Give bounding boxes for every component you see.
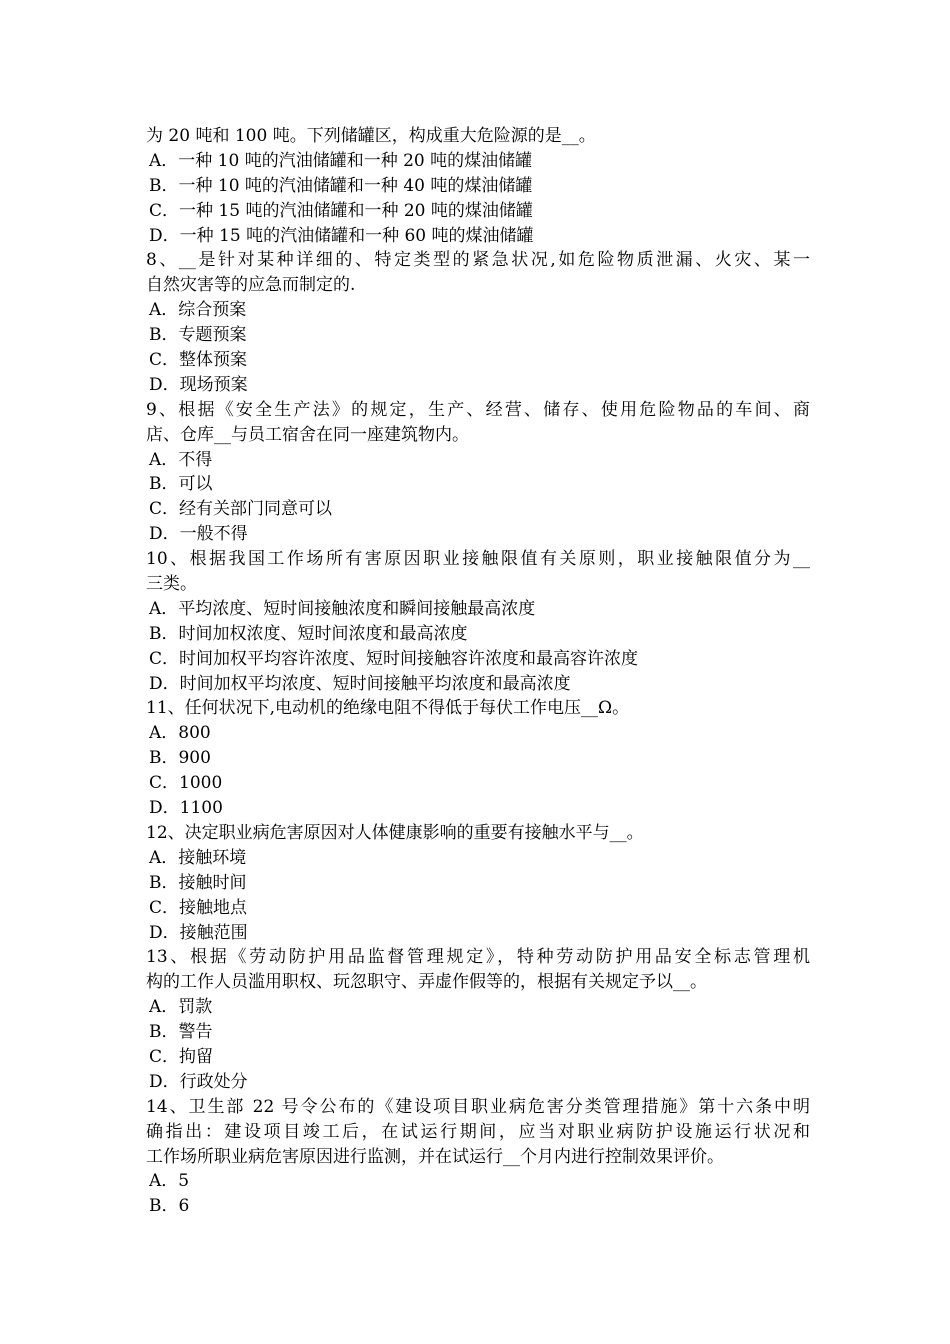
answer-option: A．罚款 <box>149 997 213 1018</box>
question-text-line: 确指出：建设项目竣工后，在试运行期间，应当对职业病防护设施运行状况和 <box>146 1121 810 1142</box>
question-text-line: 13、根据《劳动防护用品监督管理规定》，特种劳动防护用品安全标志管理机 <box>146 947 810 968</box>
answer-option: B．时间加权浓度、短时间浓度和最高浓度 <box>149 623 468 644</box>
answer-option: C．时间加权平均容许浓度、短时间接触容许浓度和最高容许浓度 <box>149 648 639 669</box>
answer-option: C．1000 <box>149 773 223 794</box>
document-page <box>146 124 810 1219</box>
answer-option: D．1100 <box>149 798 223 819</box>
answer-option: A．接触环境 <box>149 847 247 868</box>
answer-option: B．警告 <box>149 1022 213 1043</box>
answer-option: D．行政处分 <box>149 1071 248 1092</box>
question-text-line: 工作场所职业病危害原因进行监测，并在试运行__个月内进行控制效果评价。 <box>146 1146 724 1167</box>
answer-option: D．一般不得 <box>149 524 248 545</box>
answer-option: D．接触范围 <box>149 922 248 943</box>
answer-option: D．一种 15 吨的汽油储罐和一种 60 吨的煤油储罐 <box>149 225 534 246</box>
question-text-line: 构的工作人员滥用职权、玩忽职守、弄虚作假等的，根据有关规定予以__。 <box>146 972 707 993</box>
answer-option: A．平均浓度、短时间接触浓度和瞬间接触最高浓度 <box>149 598 536 619</box>
answer-option: B．一种 10 吨的汽油储罐和一种 40 吨的煤油储罐 <box>149 175 533 196</box>
question-text-line: 10、根据我国工作场所有害原因职业接触限值有关原则，职业接触限值分为__ <box>146 549 810 570</box>
answer-option: A．一种 10 吨的汽油储罐和一种 20 吨的煤油储罐 <box>149 150 533 171</box>
answer-option: B．900 <box>149 748 211 769</box>
answer-option: B．可以 <box>149 474 213 495</box>
question-text-line: 9、根据《安全生产法》的规定，生产、经营、储存、使用危险物品的车间、商 <box>146 399 810 420</box>
question-text-line: 14、卫生部 22 号令公布的《建设项目职业病危害分类管理措施》第十六条中明 <box>146 1096 810 1117</box>
answer-option: C．整体预案 <box>149 350 248 371</box>
answer-option: A．综合预案 <box>149 300 247 321</box>
answer-option: A．5 <box>149 1171 190 1192</box>
answer-option: D．现场预案 <box>149 374 248 395</box>
answer-option: B．专题预案 <box>149 325 247 346</box>
answer-option: C．一种 15 吨的汽油储罐和一种 20 吨的煤油储罐 <box>149 200 533 221</box>
question-text-line: 为 20 吨和 100 吨。下列储罐区，构成重大危险源的是__。 <box>146 126 596 146</box>
answer-option: A．800 <box>149 723 211 744</box>
answer-option: C．经有关部门同意可以 <box>149 499 333 520</box>
answer-option: D．时间加权平均浓度、短时间接触平均浓度和最高浓度 <box>149 673 571 694</box>
question-text-line: 店、仓库__与员工宿舍在同一座建筑物内。 <box>146 424 469 445</box>
question-text-line: 11、任何状况下,电动机的绝缘电阻不得低于每伏工作电压__Ω。 <box>146 698 630 719</box>
question-text-line: 自然灾害等的应急而制定的. <box>146 275 356 296</box>
question-text-line: 三类。 <box>146 574 197 595</box>
answer-option: A．不得 <box>149 449 213 470</box>
answer-option: B．接触时间 <box>149 872 247 893</box>
answer-option: B．6 <box>149 1196 190 1217</box>
question-text-line: 12、决定职业病危害原因对人体健康影响的重要有接触水平与__。 <box>146 822 644 843</box>
answer-option: C．接触地点 <box>149 897 248 918</box>
answer-option: C．拘留 <box>149 1046 214 1067</box>
question-text-line: 8、__是针对某种详细的、特定类型的紧急状况,如危险物质泄漏、火灾、某一 <box>146 250 810 271</box>
